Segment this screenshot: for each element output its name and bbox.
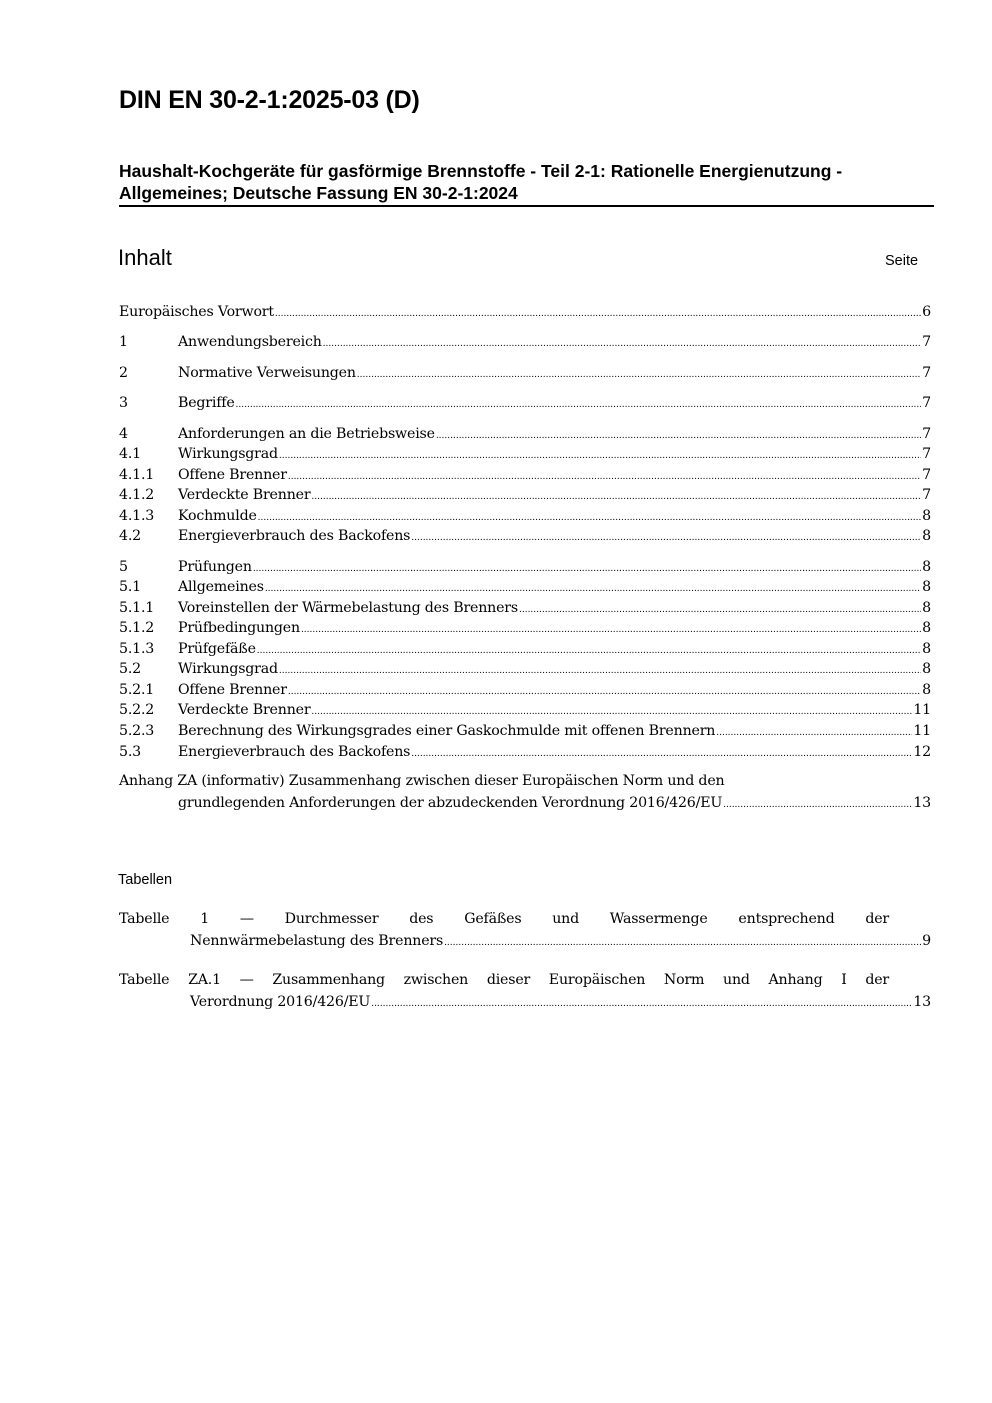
toc-title: Voreinstellen der Wärmebelastung des Brenners [178, 600, 518, 616]
toc-entry[interactable] [119, 742, 931, 762]
toc-entry[interactable] [119, 700, 931, 720]
toc-page: 13 [913, 795, 931, 811]
toc-title: Verdeckte Brenner [178, 702, 311, 718]
toc-page: 7 [922, 334, 931, 350]
toc-page: 13 [913, 994, 931, 1010]
toc-title: Energieverbrauch des Backofens [178, 744, 411, 760]
dot-leader [436, 425, 921, 445]
toc-page: 7 [922, 365, 931, 381]
toc-number: 4 [119, 426, 128, 442]
toc-entry[interactable] [119, 506, 931, 526]
toc-page: 7 [922, 467, 931, 483]
dot-leader [236, 394, 922, 414]
toc-title: Energieverbrauch des Backofens [178, 528, 411, 544]
toc-page: 11 [913, 702, 931, 718]
table-list-entry-cont[interactable] [190, 992, 931, 1012]
toc-number: 4.1 [119, 446, 141, 462]
toc-entry[interactable] [119, 332, 931, 352]
dot-leader [253, 558, 921, 578]
toc-title: Wirkungsgrad [178, 661, 278, 677]
toc-entry[interactable] [119, 526, 931, 546]
toc-page: 8 [922, 508, 931, 524]
toc-number: 1 [119, 334, 128, 350]
toc-entry[interactable] [119, 577, 931, 597]
toc-entry[interactable] [119, 424, 931, 444]
toc-entry[interactable] [119, 618, 931, 638]
dot-leader [519, 599, 921, 619]
toc-title: Verordnung 2016/426/EU [190, 994, 371, 1010]
dot-leader [444, 932, 921, 952]
toc-page: 8 [922, 682, 931, 698]
toc-page: 8 [922, 620, 931, 636]
toc-title: Anhang ZA (informativ) Zusammenhang zwischen dieser Europäischen Norm und den [119, 773, 725, 789]
toc-page: 8 [922, 600, 931, 616]
toc-entry[interactable] [119, 302, 931, 322]
page-column-label: Seite [885, 253, 919, 269]
toc-title: Verdeckte Brenner [178, 487, 311, 503]
document-title: Haushalt-Kochgeräte für gasförmige Brennstoffe - Teil 2-1: Rationelle Energienutzung - Allgemeines; Deutsche Fassung EN 30-2-1:2024 [119, 160, 934, 207]
toc-page: 7 [922, 487, 931, 503]
table-list-entry-cont[interactable] [190, 931, 931, 951]
toc-entry[interactable] [119, 444, 931, 464]
toc-title: Prüfgefäße [178, 641, 256, 657]
toc-title: Nennwärmebelastung des Brenners [190, 933, 444, 949]
dot-leader [257, 640, 921, 660]
toc-title: Berechnung des Wirkungsgrades einer Gaskochmulde mit offenen Brennern [178, 723, 716, 739]
dot-leader [288, 681, 921, 701]
dot-leader [258, 507, 922, 527]
table-list-entry[interactable]: Tabelle 1 — Durchmesser des Gefäßes und Wassermenge entsprechend der [119, 911, 889, 927]
toc-title: Kochmulde [178, 508, 257, 524]
toc-page: 6 [922, 304, 931, 320]
toc-number: 5.1.1 [119, 600, 155, 616]
toc-title: Wirkungsgrad [178, 446, 278, 462]
toc-title: Normative Verweisungen [178, 365, 356, 381]
toc-entry[interactable] [119, 465, 931, 485]
toc-number: 5.2.1 [119, 682, 155, 698]
toc-number: 4.2 [119, 528, 141, 544]
toc-entry[interactable] [119, 659, 931, 679]
toc-entry[interactable] [119, 485, 931, 505]
table-list-entry[interactable]: Tabelle ZA.1 — Zusammenhang zwischen dieser Europäischen Norm und Anhang I der [119, 972, 889, 988]
toc-title: Prüfbedingungen [178, 620, 300, 636]
toc-entry[interactable] [119, 721, 931, 741]
toc-page: 8 [922, 559, 931, 575]
toc-page: 8 [922, 579, 931, 595]
dot-leader [301, 619, 921, 639]
dot-leader [275, 303, 921, 323]
toc-entry[interactable] [119, 393, 931, 413]
toc-annex-line2[interactable] [178, 793, 931, 813]
toc-entry[interactable] [119, 680, 931, 700]
toc-title: grundlegenden Anforderungen der abzudeckenden Verordnung 2016/426/EU [178, 795, 723, 811]
toc-title: Begriffe [178, 395, 235, 411]
document-id: DIN EN 30-2-1:2025-03 (D) [119, 86, 420, 114]
toc-number: 5.2 [119, 661, 141, 677]
toc-title: Anwendungsbereich [178, 334, 322, 350]
toc-page: 7 [922, 395, 931, 411]
dot-leader [265, 578, 921, 598]
toc-number: 5.1.3 [119, 641, 155, 657]
dot-leader [411, 527, 921, 547]
dot-leader [723, 794, 912, 814]
toc-page: 7 [922, 426, 931, 442]
toc-entry[interactable] [119, 363, 931, 383]
toc-number: 5.2.2 [119, 702, 155, 718]
dot-leader [311, 486, 921, 506]
toc-title: Prüfungen [178, 559, 252, 575]
toc-number: 4.1.1 [119, 467, 155, 483]
toc-title: Offene Brenner [178, 467, 287, 483]
toc-number: 5 [119, 559, 128, 575]
toc-title: Allgemeines [178, 579, 264, 595]
toc-number: 3 [119, 395, 128, 411]
toc-annex-line1[interactable] [119, 771, 931, 791]
toc-title: Offene Brenner [178, 682, 287, 698]
toc-number: 5.1 [119, 579, 141, 595]
toc-page: 8 [922, 641, 931, 657]
dot-leader [279, 445, 921, 465]
dot-leader [323, 333, 922, 353]
toc-page: 9 [922, 933, 931, 949]
toc-page: 8 [922, 661, 931, 677]
contents-heading: Inhalt [118, 245, 172, 270]
toc-entry[interactable] [119, 598, 931, 618]
toc-number: 5.2.3 [119, 723, 155, 739]
toc-title: Anforderungen an die Betriebsweise [178, 426, 435, 442]
toc-number: 2 [119, 365, 128, 381]
dot-leader [311, 701, 912, 721]
dot-leader [279, 660, 921, 680]
toc-page: 7 [922, 446, 931, 462]
toc-entry[interactable] [119, 557, 931, 577]
toc-number: 4.1.2 [119, 487, 155, 503]
tables-heading: Tabellen [118, 872, 173, 888]
dot-leader [716, 722, 912, 742]
toc-number: 5.1.2 [119, 620, 155, 636]
dot-leader [357, 364, 921, 384]
toc-title: Europäisches Vorwort [119, 304, 274, 320]
toc-entry[interactable] [119, 639, 931, 659]
toc-page: 11 [913, 723, 931, 739]
toc-page: 8 [922, 528, 931, 544]
toc-number: 4.1.3 [119, 508, 155, 524]
toc-number: 5.3 [119, 744, 141, 760]
dot-leader [411, 743, 912, 763]
dot-leader [288, 466, 921, 486]
dot-leader [371, 993, 912, 1013]
toc-page: 12 [913, 744, 931, 760]
